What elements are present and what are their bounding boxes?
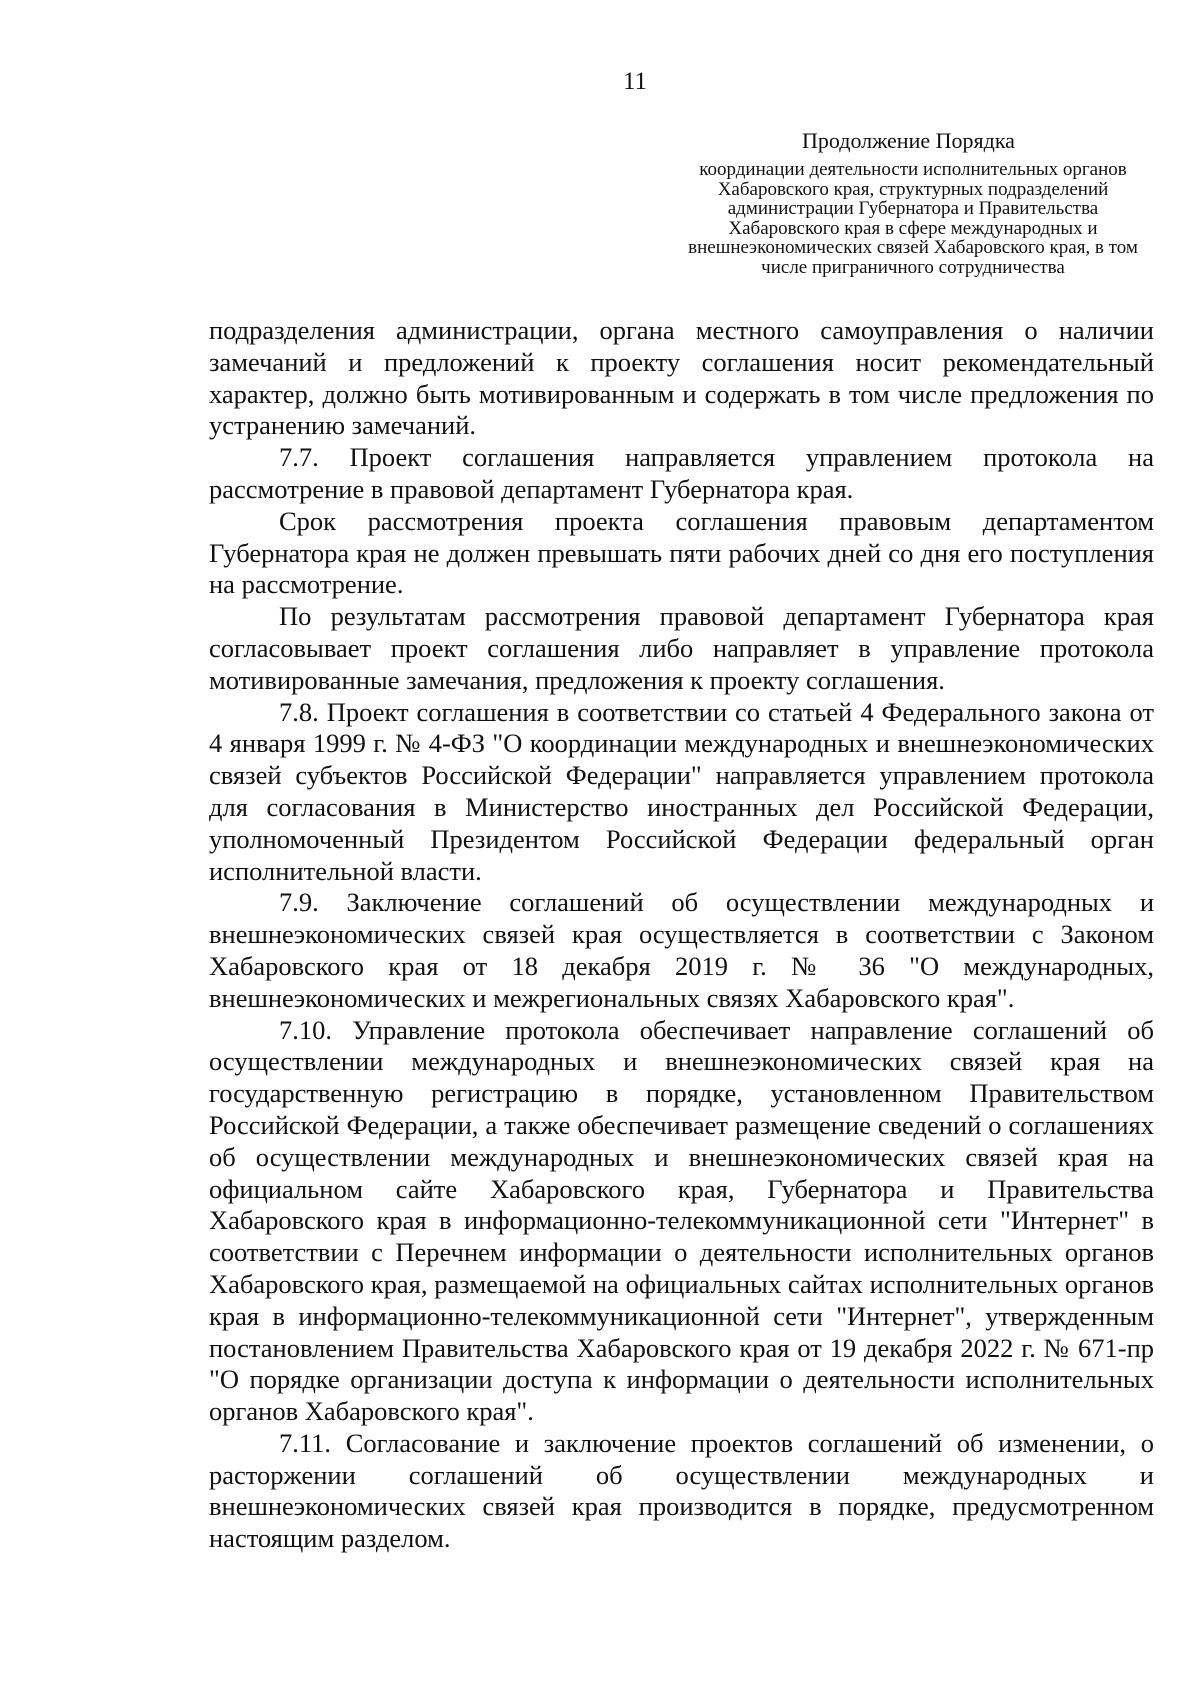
paragraph-continuation: подразделения администрации, органа местного самоуправления о наличии замечаний и предложений к проекту соглашения носит рекомендательный характер, должно быть мотивированным и содержать в том числе предложения по устранению замечаний.	[209, 315, 1154, 441]
header-title: Продолжение Порядка	[802, 128, 1015, 153]
paragraph-7-8: 7.8. Проект соглашения в соответствии со статьей 4 Федерального закона от 4 января 1999 г. № 4-ФЗ "О координации международных и внешнеэкономических связей субъектов Российской Федерации" направляется управлением протокола для согласования в Министерство иностранных дел Российской Федерации, уполномоченный Президентом Российской Федерации федеральный орган исполнительной власти.	[209, 696, 1154, 886]
page-number: 11	[622, 68, 648, 95]
paragraph-7-7: 7.7. Проект соглашения направляется управлением протокола на рассмотрение в правовой департамент Губернатора края.	[209, 442, 1154, 504]
paragraph-review-term: Срок рассмотрения проекта соглашения правовым департаментом Губернатора края не должен превышать пяти рабочих дней со дня его поступления на рассмотрение.	[209, 505, 1154, 600]
paragraph-7-9: 7.9. Заключение соглашений об осуществлении международных и внешнеэкономических связей края осуществляется в соответствии с Законом Хабаровского края от 18 декабря 2019 г. № 36 "О международных, внешнеэкономических и межрегиональных связях Хабаровского края".	[209, 887, 1154, 1013]
paragraph-review-results: По результатам рассмотрения правовой департамент Губернатора края согласовывает проект соглашения либо направляет в управление протокола мотивированные замечания, предложения к проекту соглашения.	[209, 601, 1154, 695]
document-body	[209, 315, 1154, 1555]
paragraph-7-10: 7.10. Управление протокола обеспечивает направление соглашений об осуществлении международных и внешнеэкономических связей края на государственную регистрацию в порядке, установленном Правительством Российской Федерации, а также обеспечивает размещение сведений о соглашениях об осуществлении международных и внешнеэкономических связей края на официальном сайте Хабаровского края, Губернатора и Правительства Хабаровского края в информационно-телекоммуникационной сети "Интернет" в соответствии с Перечнем информации о деятельности исполнительных органов Хабаровского края, размещаемой на официальных сайтах исполнительных органов края в информационно-телекоммуникационной сети "Интернет", утвержденным постановлением Правительства Хабаровского края от 19 декабря 2022 г. № 671-пр "О порядке организации доступа к информации о деятельности исполнительных органов Хабаровского края".	[209, 1014, 1154, 1427]
header-subtitle: координации деятельности исполнительных органов Хабаровского края, структурных подразделений администрации Губернатора и Правительства Хабаровского края в сфере международных и внешнеэкономических связей Хабаровского края, в том числе приграничного сотрудничества	[688, 159, 1138, 278]
paragraph-7-11: 7.11. Согласование и заключение проектов соглашений об изменении, о расторжении соглашений об осуществлении международных и внешнеэкономических связей края производится в порядке, предусмотренном настоящим разделом.	[209, 1427, 1154, 1554]
